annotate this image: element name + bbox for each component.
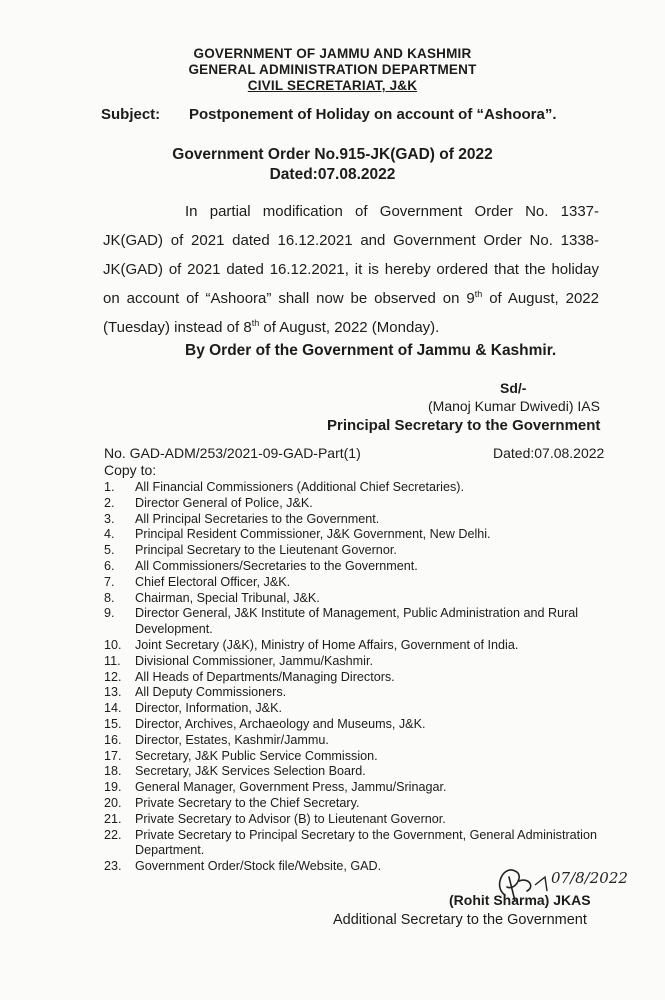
copy-item-number: 5. <box>104 543 115 558</box>
copy-list-item <box>104 701 604 717</box>
subject-text: Postponement of Holiday on account of “Ashoora”. <box>189 106 557 123</box>
copy-list-item <box>104 717 604 733</box>
body-sup-1: th <box>474 289 483 299</box>
copy-item-text: Private Secretary to Advisor (B) to Lieutenant Governor. <box>135 811 446 826</box>
reference-number: No. GAD-ADM/253/2021-09-GAD-Part(1) <box>104 445 361 461</box>
copy-item-text: Divisional Commissioner, Jammu/Kashmir. <box>135 653 373 668</box>
copy-item-number: 22. <box>104 827 122 842</box>
copy-item-text: Principal Secretary to the Lieutenant Governor. <box>135 543 397 558</box>
copy-item-number: 6. <box>104 558 115 573</box>
copy-item-number: 8. <box>104 590 115 605</box>
copy-item-text: General Manager, Government Press, Jammu/Srinagar. <box>135 780 447 795</box>
sd-mark: Sd/- <box>500 380 527 396</box>
body-text-3: of August, 2022 (Monday). <box>259 319 440 336</box>
copy-item-text: Director, Archives, Archaeology and Museums, J&K. <box>135 716 426 731</box>
order-heading <box>0 145 665 185</box>
copy-item-text: Principal Resident Commissioner, J&K Government, New Delhi. <box>135 527 491 542</box>
copy-list-item <box>104 543 604 559</box>
copy-list-item <box>104 654 604 670</box>
signatory-name: (Manoj Kumar Dwivedi) IAS <box>428 398 600 414</box>
copy-list-item <box>104 780 604 796</box>
copy-item-number: 15. <box>104 716 122 731</box>
order-body <box>103 197 599 342</box>
copy-item-number: 7. <box>104 574 115 589</box>
copy-list-item <box>104 685 604 701</box>
copy-item-text: All Commissioners/Secretaries to the Government. <box>135 558 418 573</box>
copy-list-item <box>104 512 604 528</box>
copy-list-item <box>104 559 604 575</box>
body-text-2: of August, 2022 (Tuesday) instead of 8 <box>103 290 599 336</box>
copy-list-item <box>104 796 604 812</box>
copy-item-text: Director General, J&K Institute of Management, Public Administration and Rural Development. <box>135 606 579 637</box>
copy-item-number: 13. <box>104 685 122 700</box>
copy-item-number: 19. <box>104 780 122 795</box>
copy-item-text: Private Secretary to Principal Secretary to the Government, General Administration Department. <box>135 827 597 858</box>
signature-date-text: 07/8/2022 <box>551 869 628 887</box>
subject-line <box>101 106 557 123</box>
header-secretariat: CIVIL SECRETARIAT, J&K <box>247 78 418 93</box>
body-text-1: In partial modification of Government Order No. 1337-JK(GAD) of 2021 dated 16.12.2021 and Government Order No. 1338-JK(GAD) of 2021 dated 16.12.2021, it is hereby ordered that the holiday on account of “Ashoora” shall now be observed on 9 <box>103 203 599 307</box>
copy-list-item <box>104 812 604 828</box>
signatory2-name: (Rohit Sharma) JKAS <box>449 892 591 908</box>
copy-item-number: 23. <box>104 859 122 874</box>
copy-to-label: Copy to: <box>104 462 157 478</box>
signatory-designation: Principal Secretary to the Government <box>327 417 601 434</box>
copy-item-number: 17. <box>104 748 122 763</box>
copy-list-item <box>104 764 604 780</box>
copy-list-item <box>104 496 604 512</box>
copy-list-item <box>104 527 604 543</box>
copy-list-item <box>104 606 604 638</box>
body-sup-2: th <box>251 318 260 328</box>
reference-date: Dated:07.08.2022 <box>493 445 605 461</box>
copy-item-text: All Heads of Departments/Managing Directors. <box>135 669 395 684</box>
by-order-line: By Order of the Government of Jammu & Kashmir. <box>185 342 557 359</box>
copy-item-text: Secretary, J&K Public Service Commission. <box>135 748 378 763</box>
copy-item-text: Chairman, Special Tribunal, J&K. <box>135 590 320 605</box>
copy-item-text: Chief Electoral Officer, J&K. <box>135 574 291 589</box>
header-government: GOVERNMENT OF JAMMU AND KASHMIR <box>193 46 472 61</box>
copy-list-item <box>104 480 604 496</box>
letterhead <box>0 46 665 94</box>
copy-item-number: 11. <box>104 653 121 668</box>
copy-item-number: 10. <box>104 637 122 652</box>
copy-list-item <box>104 749 604 765</box>
copy-item-number: 20. <box>104 795 122 810</box>
copy-item-number: 9. <box>104 606 115 621</box>
copy-item-text: Joint Secretary (J&K), Ministry of Home Affairs, Government of India. <box>135 637 519 652</box>
copy-item-text: Private Secretary to the Chief Secretary. <box>135 795 360 810</box>
copy-list <box>104 480 604 875</box>
header-department: GENERAL ADMINISTRATION DEPARTMENT <box>188 62 477 77</box>
copy-item-text: All Deputy Commissioners. <box>135 685 287 700</box>
copy-list-item <box>104 828 604 860</box>
copy-item-number: 12. <box>104 669 122 684</box>
copy-item-text: All Principal Secretaries to the Government. <box>135 511 380 526</box>
copy-item-text: Government Order/Stock file/Website, GAD. <box>135 859 382 874</box>
copy-item-text: Secretary, J&K Services Selection Board. <box>135 764 366 779</box>
copy-list-item <box>104 733 604 749</box>
copy-list-item <box>104 591 604 607</box>
copy-item-number: 16. <box>104 732 122 747</box>
copy-item-number: 3. <box>104 511 115 526</box>
copy-list-item <box>104 670 604 686</box>
copy-list-item <box>104 575 604 591</box>
order-title: Government Order No.915-JK(GAD) of 2022 <box>172 146 493 163</box>
copy-item-number: 14. <box>104 701 122 716</box>
copy-item-number: 4. <box>104 527 115 542</box>
copy-item-number: 2. <box>104 495 115 510</box>
copy-item-number: 1. <box>104 480 115 494</box>
copy-item-text: Director General of Police, J&K. <box>135 495 313 510</box>
copy-item-text: All Financial Commissioners (Additional Chief Secretaries). <box>135 480 464 494</box>
subject-label: Subject: <box>101 106 161 123</box>
copy-item-number: 21. <box>104 811 122 826</box>
copy-list-item <box>104 638 604 654</box>
order-date: Dated:07.08.2022 <box>269 166 396 183</box>
copy-item-number: 18. <box>104 764 122 779</box>
copy-item-text: Director, Information, J&K. <box>135 701 282 716</box>
copy-item-text: Director, Estates, Kashmir/Jammu. <box>135 732 329 747</box>
signatory2-designation: Additional Secretary to the Government <box>333 912 587 928</box>
